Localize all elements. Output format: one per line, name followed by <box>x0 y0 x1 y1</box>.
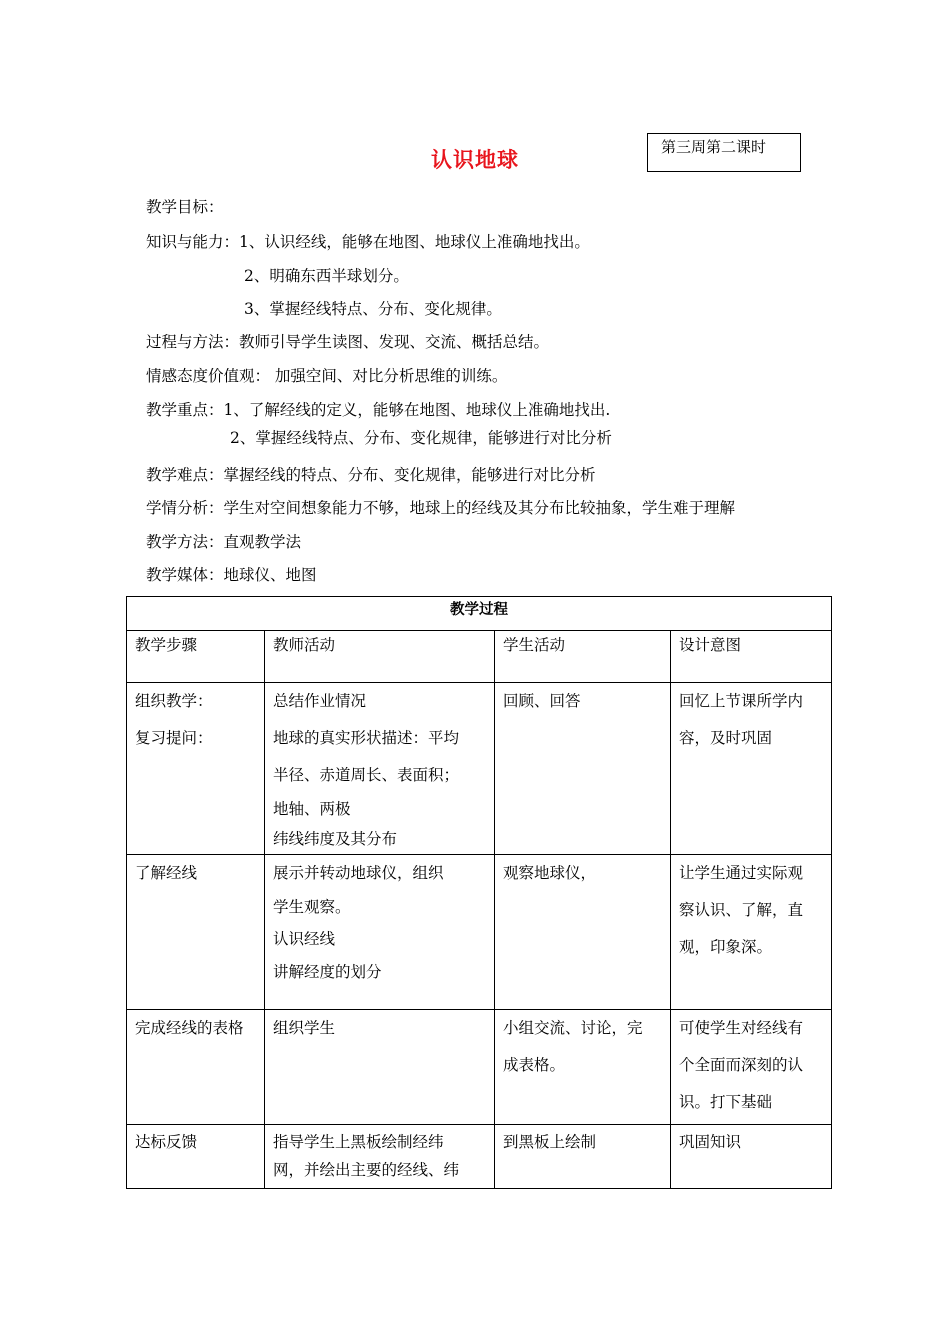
cell-line: 识。打下基础 <box>679 1093 773 1111</box>
cell-line: 半径、赤道周长、表面积； <box>273 766 460 784</box>
cell-line: 组织教学： <box>135 692 213 710</box>
cell-line: 展示并转动地球仪，组织 <box>273 864 444 882</box>
cell-line: 观察地球仪， <box>503 864 597 882</box>
cell-line: 小组交流、讨论，完 <box>503 1019 643 1037</box>
cell-line: 个全面而深刻的认 <box>679 1056 804 1074</box>
cell-line: 纬线纬度及其分布 <box>273 830 398 848</box>
table-row <box>127 683 832 855</box>
table-row <box>127 1125 832 1189</box>
cell-line: 到黑板上绘制 <box>503 1133 597 1151</box>
objective-knowledge-3: 3、掌握经线特点、分布、变化规律。 <box>244 300 502 318</box>
table-row <box>127 1010 832 1125</box>
student-analysis: 学情分析：学生对空间想象能力不够，地球上的经线及其分布比较抽象，学生难于理解 <box>146 499 736 517</box>
header-intent: 设计意图 <box>671 631 832 683</box>
table-row <box>127 855 832 1010</box>
teaching-media: 教学媒体：地球仪、地图 <box>146 566 317 584</box>
cell-line: 让学生通过实际观 <box>679 864 804 882</box>
cell-line: 成表格。 <box>503 1056 566 1074</box>
cell-intent <box>671 1125 832 1189</box>
cell-step <box>127 683 265 855</box>
cell-student <box>495 1125 671 1189</box>
cell-teacher <box>265 683 495 855</box>
header-teacher: 教师活动 <box>265 631 495 683</box>
cell-intent <box>671 855 832 1010</box>
cell-line: 了解经线 <box>135 864 198 882</box>
key-point-1: 教学重点：1、了解经线的定义，能够在地图、地球仪上准确地找出. <box>146 401 611 419</box>
cell-line: 达标反馈 <box>135 1133 198 1151</box>
cell-line: 学生观察。 <box>273 898 351 916</box>
difficult-point: 教学难点：掌握经线的特点、分布、变化规律，能够进行对比分析 <box>146 466 596 484</box>
objective-knowledge-1: 知识与能力：1、认识经线，能够在地图、地球仪上准确地找出。 <box>146 233 590 251</box>
cell-student <box>495 855 671 1010</box>
cell-line: 巩固知识 <box>679 1133 742 1151</box>
cell-line: 地球的真实形状描述：平均 <box>273 729 460 747</box>
cell-line: 复习提问： <box>135 729 213 747</box>
cell-line: 总结作业情况 <box>273 692 367 710</box>
cell-teacher <box>265 1010 495 1125</box>
cell-line: 回忆上节课所学内 <box>679 692 804 710</box>
cell-teacher <box>265 855 495 1010</box>
teaching-method: 教学方法：直观教学法 <box>146 533 302 551</box>
cell-step <box>127 1125 265 1189</box>
cell-line: 讲解经度的划分 <box>273 963 382 981</box>
process-table <box>126 596 832 1189</box>
cell-line: 观，印象深。 <box>679 938 773 956</box>
header-step: 教学步骤 <box>127 631 265 683</box>
cell-line: 地轴、两极 <box>273 800 351 818</box>
cell-step <box>127 855 265 1010</box>
objective-process: 过程与方法：教师引导学生读图、发现、交流、概括总结。 <box>146 333 550 351</box>
cell-line: 容，及时巩固 <box>679 729 773 747</box>
cell-teacher <box>265 1125 495 1189</box>
key-point-2: 2、掌握经线特点、分布、变化规律，能够进行对比分析 <box>230 429 612 447</box>
header-student: 学生活动 <box>495 631 671 683</box>
cell-line: 可使学生对经线有 <box>679 1019 804 1037</box>
cell-line: 认识经线 <box>273 930 336 948</box>
cell-line: 察认识、了解，直 <box>679 901 804 919</box>
cell-student <box>495 1010 671 1125</box>
page-title: 认识地球 <box>431 148 519 172</box>
cell-line: 指导学生上黑板绘制经纬 <box>273 1133 444 1151</box>
cell-line: 组织学生 <box>273 1019 336 1037</box>
objectives-heading: 教学目标： <box>146 198 224 216</box>
cell-line: 回顾、回答 <box>503 692 581 710</box>
cell-step <box>127 1010 265 1125</box>
table-caption-row <box>127 597 832 631</box>
lesson-period-box: 第三周第二课时 <box>647 133 801 172</box>
table-caption: 教学过程 <box>127 597 832 631</box>
objective-attitude: 情感态度价值观： 加强空间、对比分析思维的训练。 <box>146 367 508 385</box>
cell-intent <box>671 1010 832 1125</box>
cell-line: 完成经线的表格 <box>135 1019 244 1037</box>
cell-line: 网，并绘出主要的经线、纬 <box>273 1161 460 1179</box>
objective-knowledge-2: 2、明确东西半球划分。 <box>244 267 409 285</box>
table-header-row <box>127 631 832 683</box>
cell-student <box>495 683 671 855</box>
cell-intent <box>671 683 832 855</box>
